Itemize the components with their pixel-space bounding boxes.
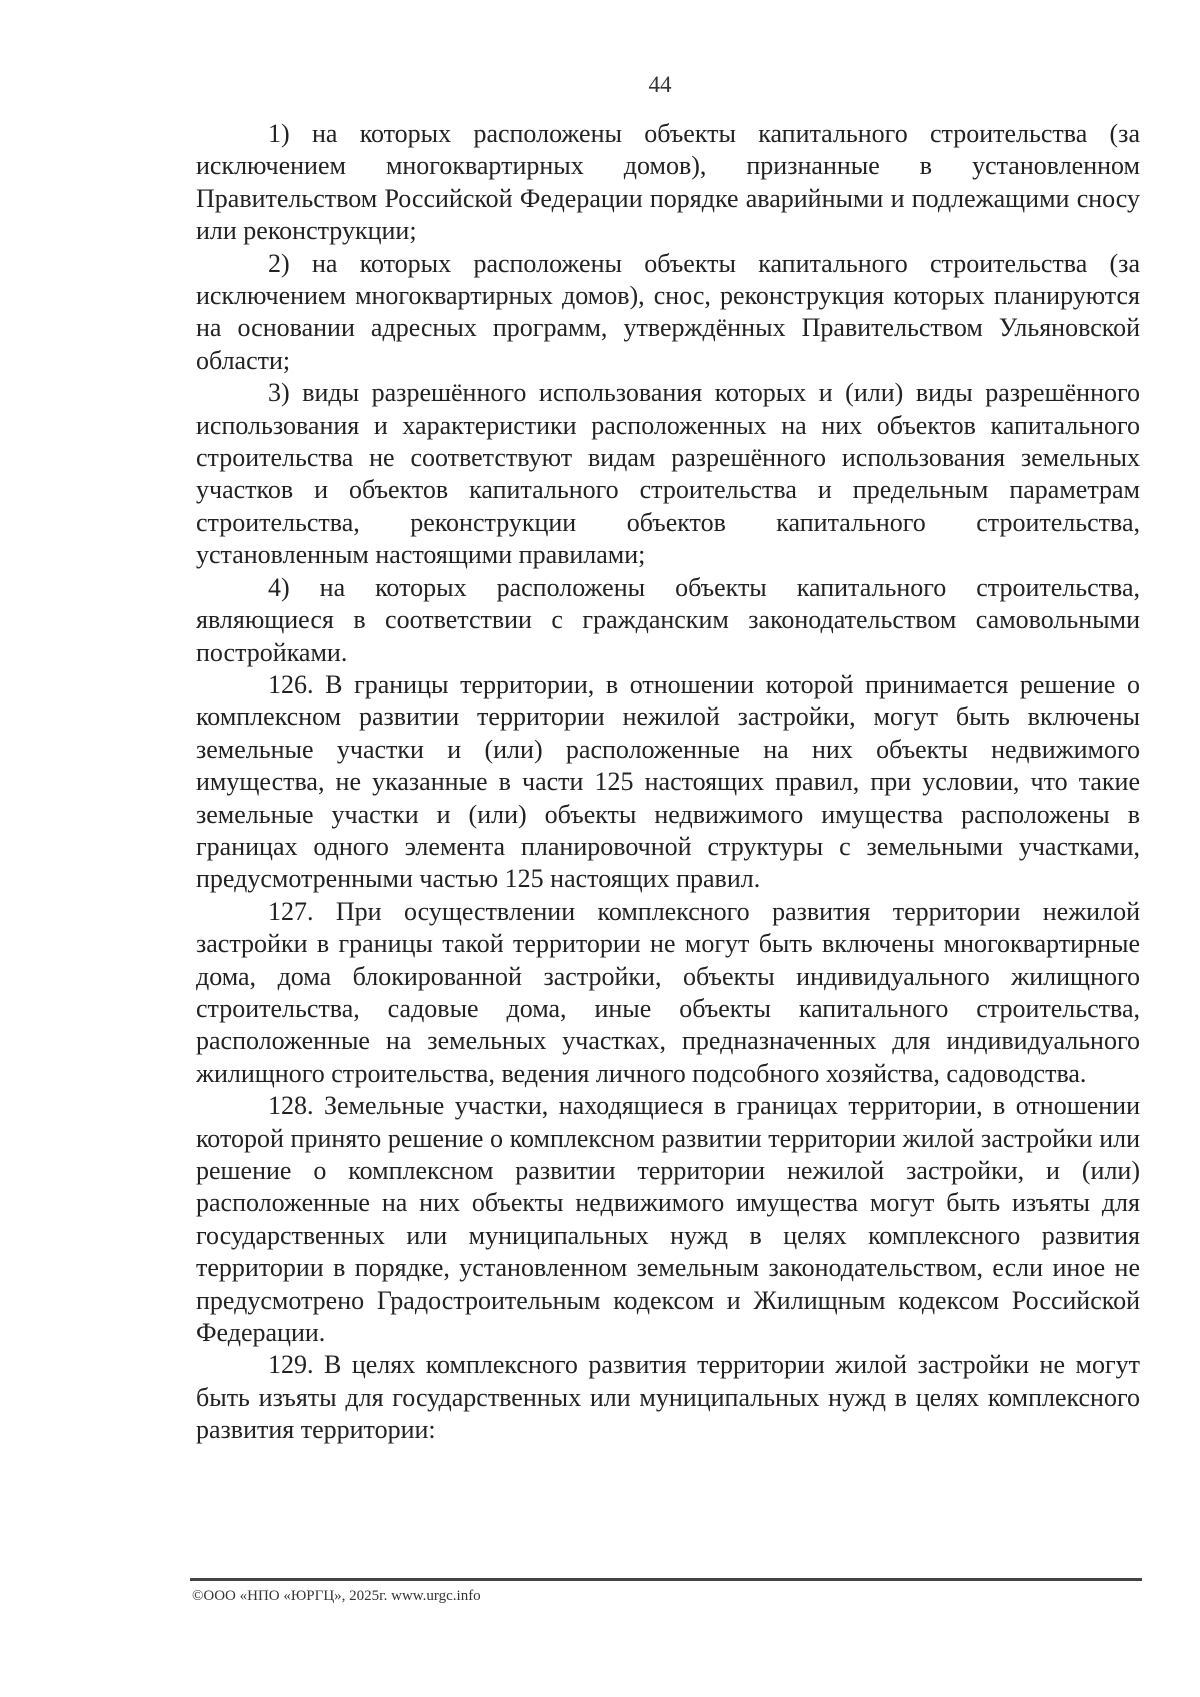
paragraph-item-1: 1) на которых расположены объекты капитального строительства (за исключением многоквартирных домов), признанные в установленном Правительством Российской Федерации порядке аварийными и подлежащими сносу или реконструкции; xyxy=(196,119,1140,246)
document-body xyxy=(196,118,1140,1447)
paragraph-126: 126. В границы территории, в отношении которой принимается решение о комплексном развитии территории нежилой застройки, могут быть включены земельные участки и (или) расположенные на них объекты недвижимого имущества, не указанные в части 125 настоящих правил, при условии, что такие земельные участки и (или) объекты недвижимого имущества расположены в границах одного элемента планировочной структуры с земельными участками, предусмотренными частью 125 настоящих правил. xyxy=(196,669,1140,894)
footer-divider xyxy=(190,1578,1142,1581)
paragraph-128: 128. Земельные участки, находящиеся в границах территории, в отношении которой принято решение о комплексном развитии территории жилой застройки или решение о комплексном развитии территории нежилой застройки, и (или) расположенные на них объекты недвижимого имущества могут быть изъяты для государственных или муниципальных нужд в целях комплексного развития территории в порядке, установленном земельным законодательством, если иное не предусмотрено Градостроительным кодексом и Жилищным кодексом Российской Федерации. xyxy=(196,1091,1140,1348)
paragraph-129: 129. В целях комплексного развития территории жилой застройки не могут быть изъяты для государственных или муниципальных нужд в целях комплексного развития территории: xyxy=(196,1350,1140,1445)
footer-copyright: ©ООО «НПО «ЮРГЦ», 2025г. www.urgc.info xyxy=(192,1588,481,1604)
paragraph-item-4: 4) на которых расположены объекты капитального строительства, являющиеся в соответствии с гражданским законодательством самовольными постройками. xyxy=(196,572,1140,667)
paragraph-127: 127. При осуществлении комплексного развития территории нежилой застройки в границы такой территории не могут быть включены многоквартирные дома, дома блокированной застройки, объекты индивидуального жилищного строительства, садовые дома, иные объекты капитального строительства, расположенные на земельных участках, предназначенных для индивидуального жилищного строительства, ведения личного подсобного хозяйства, садоводства. xyxy=(196,896,1140,1088)
page-number: 44 xyxy=(648,72,672,97)
paragraph-item-3: 3) виды разрешённого использования которых и (или) виды разрешённого использования и характеристики расположенных на них объектов капитального строительства не соответствуют видам разрешённого использования земельных участков и объектов капитального строительства и предельным параметрам строительства, реконструкции объектов капитального строительства, установленным настоящими правилами; xyxy=(196,378,1140,570)
paragraph-item-2: 2) на которых расположены объекты капитального строительства (за исключением многоквартирных домов), снос, реконструкция которых планируются на основании адресных программ, утверждённых Правительством Ульяновской области; xyxy=(196,248,1140,375)
